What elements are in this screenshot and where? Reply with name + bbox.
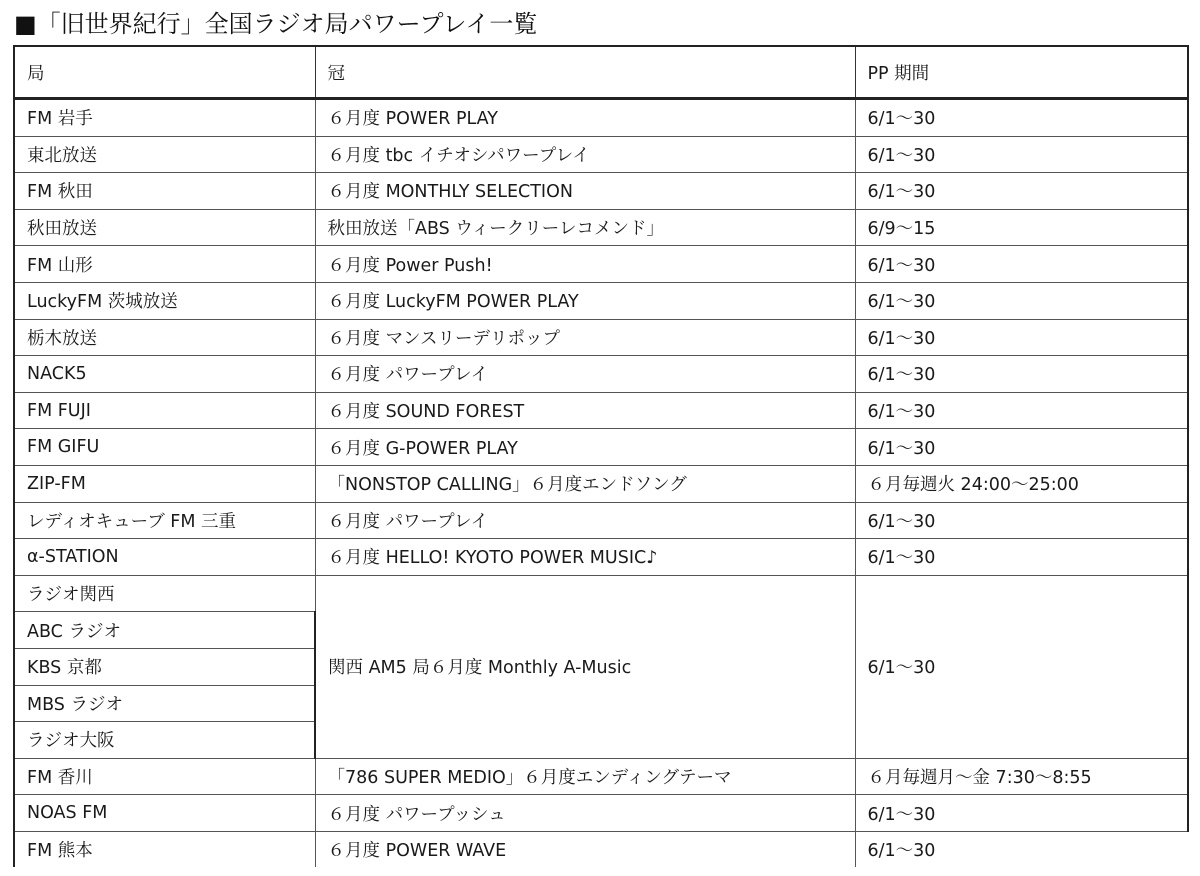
crown-cell: ６月度 G-POWER PLAY (315, 429, 855, 466)
crown-cell: ６月度 マンスリーデリポップ (315, 319, 855, 356)
table-row (14, 173, 1188, 210)
power-play-table (13, 45, 1189, 867)
crown-cell: ６月度 パワープッシュ (315, 795, 855, 832)
station-cell: ZIP-FM (14, 465, 315, 502)
station-cell: FM 秋田 (14, 173, 315, 210)
crown-cell: 秋田放送「ABS ウィークリーレコメンド」 (315, 209, 855, 246)
table-row (14, 209, 1188, 246)
crown-cell: ６月度 MONTHLY SELECTION (315, 173, 855, 210)
station-cell: NACK5 (14, 356, 315, 393)
period-cell: 6/1～30 (855, 795, 1188, 832)
page-title: ■「旧世界紀行」全国ラジオ局パワープレイ一覧 (14, 10, 538, 38)
crown-cell: 「NONSTOP CALLING」６月度エンドソング (315, 465, 855, 502)
crown-cell: ６月度 HELLO! KYOTO POWER MUSIC♪ (315, 539, 855, 576)
station-cell: ラジオ大阪 (14, 722, 315, 759)
station-cell: 東北放送 (14, 136, 315, 173)
period-cell: 6/1～30 (855, 831, 1188, 867)
period-cell: 6/1～30 (855, 99, 1188, 137)
period-cell: 6/1～30 (855, 246, 1188, 283)
table-row (14, 282, 1188, 319)
period-cell: 6/1～30 (855, 502, 1188, 539)
table-row (14, 392, 1188, 429)
table-row (14, 99, 1188, 137)
header-period: PP 期間 (855, 46, 1188, 99)
table-row (14, 465, 1188, 502)
table-row (14, 539, 1188, 576)
period-cell: 6/1～30 (855, 282, 1188, 319)
station-cell: 栃木放送 (14, 319, 315, 356)
kansai-period-cell: 6/1～30 (855, 575, 1188, 758)
crown-cell: ６月度 Power Push! (315, 246, 855, 283)
header-station: 局 (14, 46, 315, 99)
period-cell: 6/1～30 (855, 539, 1188, 576)
station-cell: NOAS FM (14, 795, 315, 832)
station-cell: α-STATION (14, 539, 315, 576)
station-cell: FM GIFU (14, 429, 315, 466)
crown-cell: 「786 SUPER MEDIO」６月度エンディングテーマ (315, 758, 855, 795)
period-cell: ６月毎週月～金 7:30～8:55 (855, 758, 1188, 795)
table-row-kansai (14, 575, 1188, 612)
crown-cell: ６月度 POWER WAVE (315, 831, 855, 867)
crown-cell: ６月度 LuckyFM POWER PLAY (315, 282, 855, 319)
station-cell: KBS 京都 (14, 648, 315, 685)
crown-cell: ６月度 POWER PLAY (315, 99, 855, 137)
station-cell: ラジオ関西 (14, 575, 315, 612)
period-cell: 6/1～30 (855, 356, 1188, 393)
period-cell: 6/9～15 (855, 209, 1188, 246)
table-row (14, 246, 1188, 283)
table-row (14, 502, 1188, 539)
station-cell: ABC ラジオ (14, 612, 315, 649)
station-cell: MBS ラジオ (14, 685, 315, 722)
station-cell: FM FUJI (14, 392, 315, 429)
table-row (14, 136, 1188, 173)
table-row (14, 429, 1188, 466)
station-cell: FM 山形 (14, 246, 315, 283)
station-cell: LuckyFM 茨城放送 (14, 282, 315, 319)
period-cell: ６月毎週火 24:00～25:00 (855, 465, 1188, 502)
period-cell: 6/1～30 (855, 429, 1188, 466)
period-cell: 6/1～30 (855, 392, 1188, 429)
kansai-crown-cell: 関西 AM5 局６月度 Monthly A-Music (315, 575, 855, 758)
table-row (14, 831, 1188, 867)
station-cell: FM 熊本 (14, 831, 315, 867)
period-cell: 6/1～30 (855, 319, 1188, 356)
station-cell: 秋田放送 (14, 209, 315, 246)
crown-cell: ６月度 SOUND FOREST (315, 392, 855, 429)
period-cell: 6/1～30 (855, 173, 1188, 210)
header-crown: 冠 (315, 46, 855, 99)
crown-cell: ６月度 パワープレイ (315, 356, 855, 393)
station-cell: FM 香川 (14, 758, 315, 795)
table-row (14, 795, 1188, 832)
station-cell: レディオキューブ FM 三重 (14, 502, 315, 539)
crown-cell: ６月度 tbc イチオシパワープレイ (315, 136, 855, 173)
table-row (14, 758, 1188, 795)
station-cell: FM 岩手 (14, 99, 315, 137)
table-row (14, 356, 1188, 393)
crown-cell: ６月度 パワープレイ (315, 502, 855, 539)
table-header-row (14, 46, 1188, 99)
period-cell: 6/1～30 (855, 136, 1188, 173)
table-row (14, 319, 1188, 356)
